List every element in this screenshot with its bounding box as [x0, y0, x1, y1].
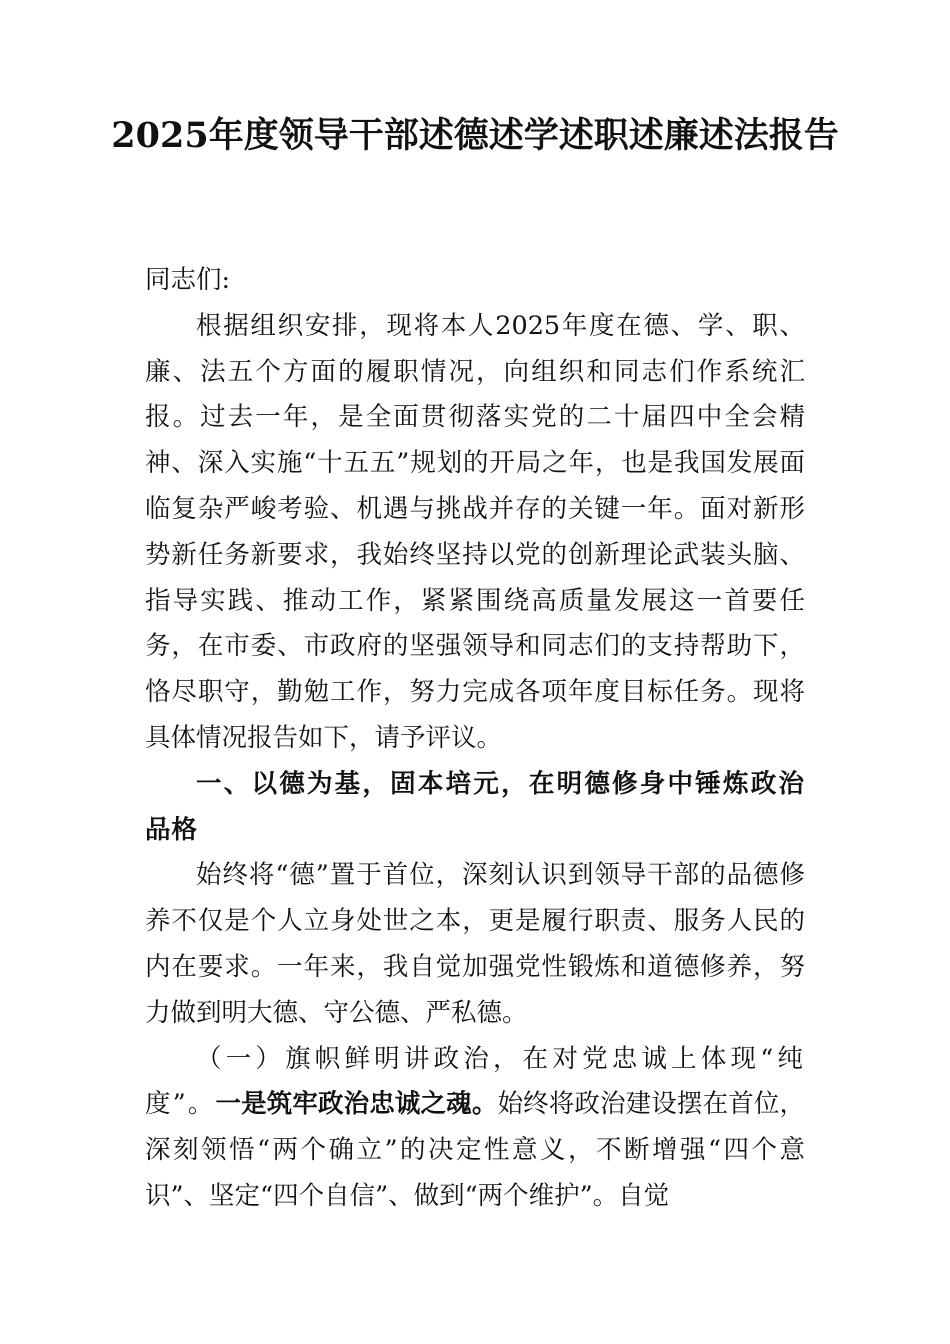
subsection-heading-1: （一）旗帜鲜明讲政治，在对党忠诚上体现“纯度”。 — [145, 1043, 805, 1120]
document-body — [145, 258, 805, 1220]
intro-paragraph: 根据组织安排，现将本人2025年度在德、学、职、廉、法五个方面的履职情况，向组织和同志们作系统汇报。过去一年，是全面贯彻落实党的二十届四中全会精神、深入实施“十五五”规划的开局之年，也是我国发展面临复杂严峻考验、机遇与挑战并存的关键一年。面对新形势新任务新要求，我始终坚持以党的创新理论武装头脑、指导实践、推动工作，紧紧围绕高质量发展这一首要任务，在市委、市政府的坚强领导和同志们的支持帮助下，恪尽职守，勤勉工作，努力完成各项年度目标任务。现将具体情况报告如下，请予评议。 — [145, 310, 805, 753]
subsection1-paragraph — [145, 1037, 805, 1220]
salutation: 同志们: — [145, 265, 231, 295]
bold-lead-point-1: 一是筑牢政治忠诚之魂。 — [215, 1089, 498, 1120]
subsection1-text: 始终将政治建设摆在首位，深刻领悟“两个确立”的决定性意义，不断增强“四个意识”、坚定“四个自信”、做到“两个维护”。自觉 — [145, 1089, 805, 1211]
section-heading-1: 一、以德为基，固本培元，在明德修身中锤炼政治品格 — [145, 768, 805, 845]
section1-paragraph: 始终将“德”置于首位，深刻认识到领导干部的品德修养不仅是个人立身处世之本，更是履行职责、服务人民的内在要求。一年来，我自觉加强党性锻炼和道德修养，努力做到明大德、守公德、严私德。 — [145, 860, 805, 1028]
document-title: 2025年度领导干部述德述学述职述廉述法报告 — [111, 115, 839, 156]
